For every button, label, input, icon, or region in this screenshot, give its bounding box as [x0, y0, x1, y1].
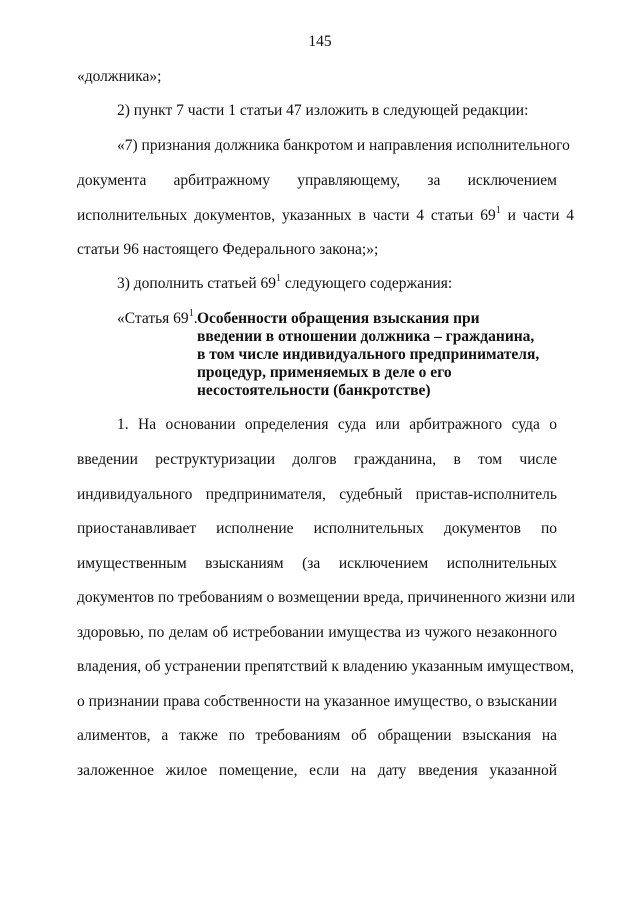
body-line: заложенное жилое помещение, если на дату введения указанной	[77, 762, 557, 779]
body-line: индивидуального предпринимателя, судебный пристав-исполнитель	[77, 486, 557, 503]
body-line: владения, об устранении препятствий к владению указанным имуществом,	[77, 658, 574, 675]
text-line	[117, 272, 453, 293]
text-segment: .	[193, 310, 198, 327]
superscript: 1	[188, 307, 194, 319]
heading-line: несостоятельности (банкротстве)	[197, 382, 431, 399]
article-heading-title	[197, 310, 539, 400]
text-line: «7) признания должника банкротом и направления исполнительного	[117, 137, 570, 154]
body-line: алиментов, а также по требованиям об обращении взыскания на	[77, 727, 557, 744]
body-line: приостанавливает исполнение исполнительных документов по	[77, 520, 557, 537]
text-line	[77, 204, 574, 225]
body-line: здоровью, по делам об истребовании имущества из чужого незаконного	[77, 624, 557, 641]
body-line: документов по требованиям о возмещении вреда, причиненного жизни или	[77, 589, 576, 606]
heading-line: в том числе индивидуального предпринимателя,	[197, 346, 540, 363]
superscript: 1	[495, 204, 501, 216]
text-line: статьи 96 настоящего Федерального закона;»;	[77, 241, 379, 258]
text-segment: и части 4	[500, 207, 574, 224]
body-line: 1. На основании определения суда или арбитражного суда о	[117, 416, 557, 433]
text-line: 2) пункт 7 части 1 статьи 47 изложить в следующей редакции:	[117, 102, 529, 119]
article-heading-prefix	[117, 307, 198, 328]
page-number: 145	[308, 33, 332, 50]
heading-line: процедур, применяемых в деле о его	[197, 364, 452, 381]
text-segment: «Статья 69	[117, 310, 189, 327]
heading-line: Особенности обращения взыскания при	[197, 310, 480, 327]
text-segment: следующего содержания:	[281, 275, 453, 292]
body-line: о признании права собственности на указанное имущество, о взыскании	[77, 693, 557, 710]
body-line: имущественным взысканиям (за исключением исполнительных	[77, 555, 557, 572]
heading-line: введении в отношении должника – гражданина,	[197, 328, 535, 345]
text-line: документа арбитражному управляющему, за исключением	[77, 172, 557, 189]
text-segment: исполнительных документов, указанных в части 4 статьи 69	[77, 207, 496, 224]
superscript: 1	[276, 272, 282, 284]
text-segment: 3) дополнить статьей 69	[117, 275, 277, 292]
text-line: «должника»;	[77, 68, 162, 85]
body-line: введении реструктуризации долгов гражданина, в том числе	[77, 451, 557, 468]
